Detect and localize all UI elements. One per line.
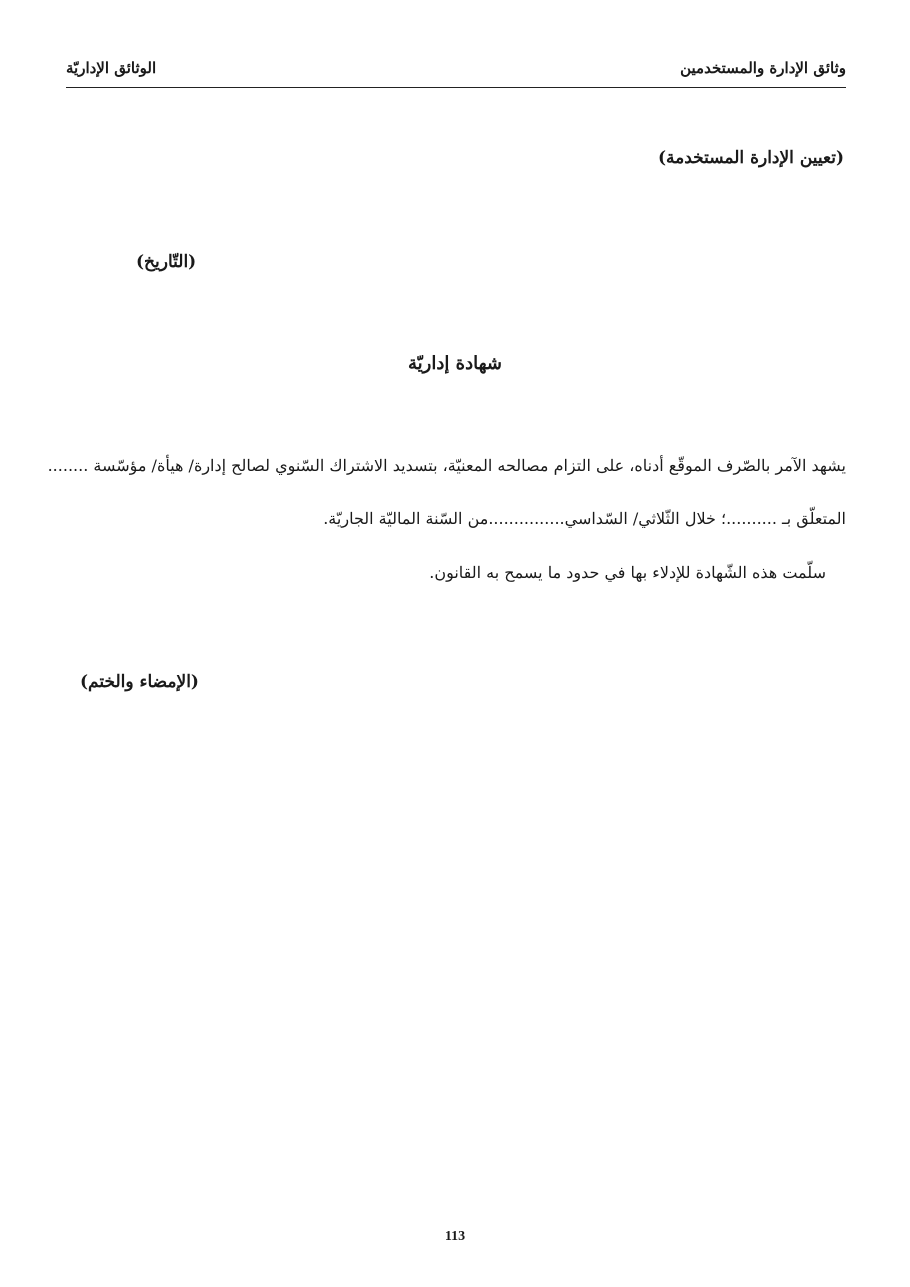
header-section-title: وثائق الإدارة والمستخدمين [680, 59, 846, 77]
paragraph-line-2: المتعلّق بـ ..........؛ خلال الثّلاثي/ السّداسي...............من السّنة الماليّة الجاريّة. [323, 509, 846, 528]
paragraph-line-3: سلّمت هذه الشّهادة للإدلاء بها في حدود ما يسمح به القانون. [429, 563, 826, 582]
page-number: 113 [444, 1229, 466, 1244]
paragraph-line-1: يشهد الآمر بالصّرف الموقّع أدناه، على التزام مصالحه المعنيّة، بتسديد الاشتراك السّنوي لصالح إدارة/ هيأة/ مؤسّسة ........ [47, 456, 846, 475]
issuing-administration-label: (تعيين الإدارة المستخدمة) [657, 148, 844, 168]
certificate-title: شهادة إداريّة [408, 353, 502, 374]
date-label: (التّاريخ) [136, 252, 197, 272]
signature-and-stamp-label: (الإمضاء والختم) [80, 672, 199, 692]
page-header [66, 55, 846, 88]
header-chapter-title: الوثائق الإداريّة [66, 59, 157, 77]
